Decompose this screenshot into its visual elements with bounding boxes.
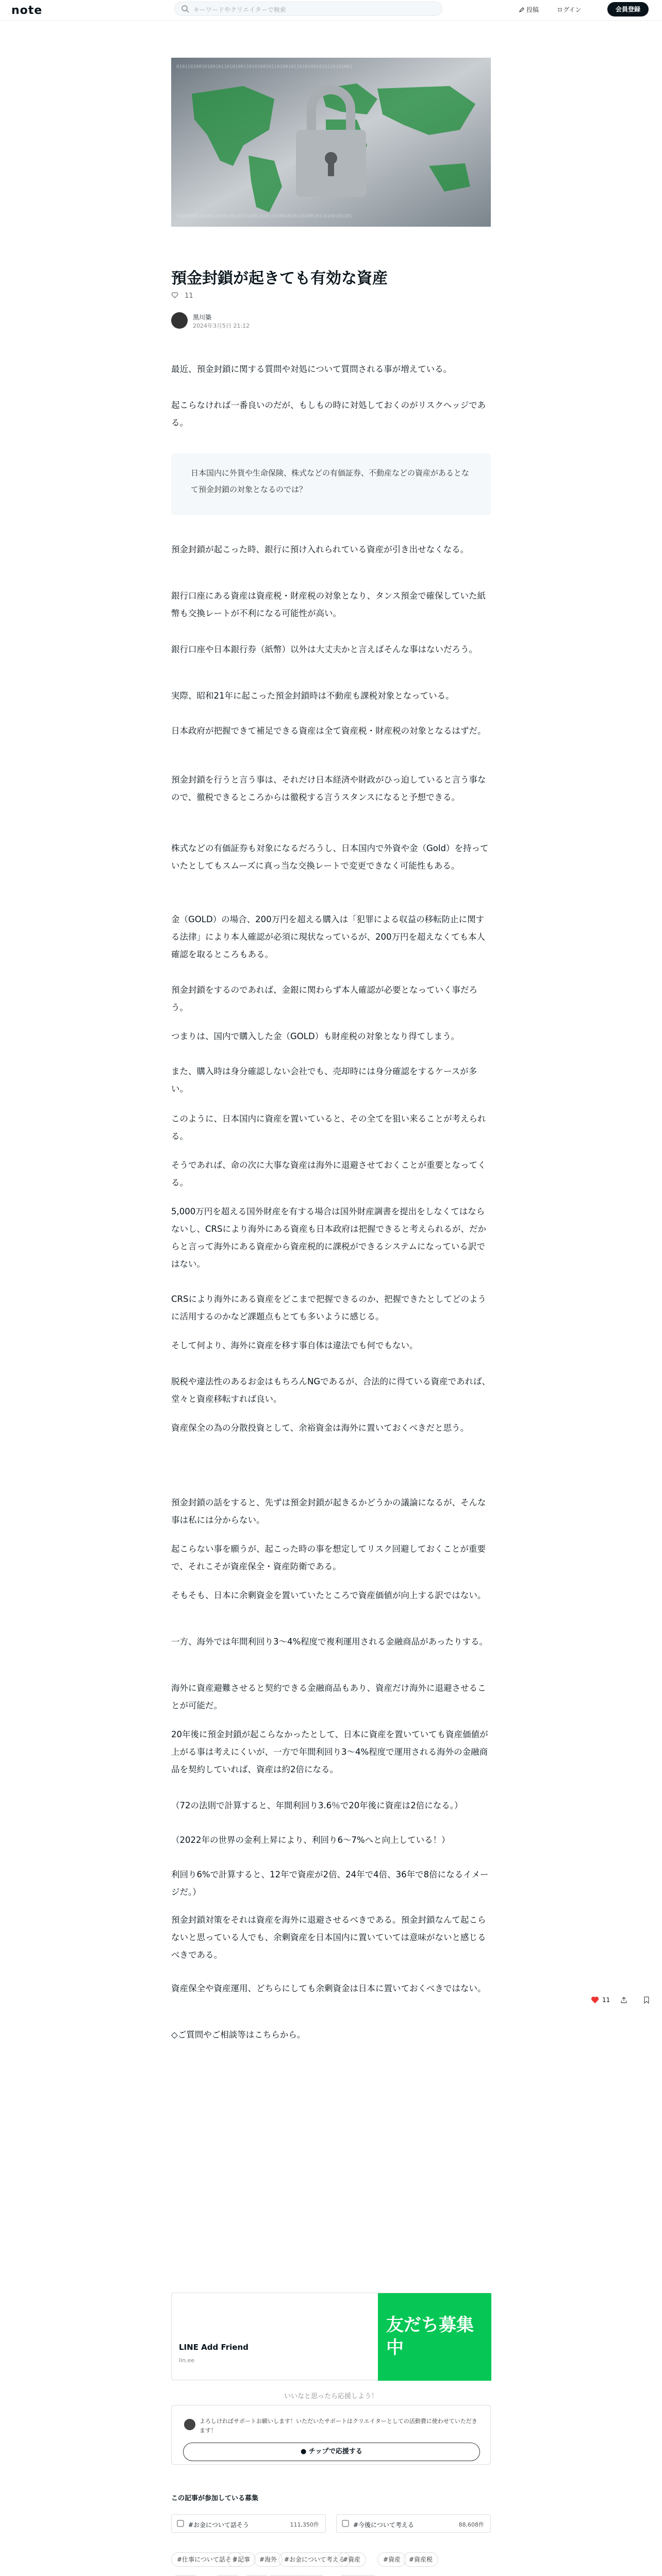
article-paragraph: CRSにより海外にある資産をどこまで把握できるのか、把握できたとしてどのように活用するのかなど課題点もとても多いように感じる。 [171, 1294, 486, 1321]
article-paragraph: 預金封鎖が起こった時、銀行に預け入れられている資産が引き出せなくなる。 [171, 545, 469, 554]
article-paragraph: （72の法則で計算すると、年間利回り3.6％で20年後に資産は2倍になる。） [171, 1801, 463, 1810]
article-paragraph: 資産保全や資産運用、どちらにしても余剰資金は日本に置いておくべきではない。 [171, 1984, 486, 1993]
avatar [184, 2419, 195, 2430]
tag-chip[interactable]: #記事 [227, 2552, 256, 2567]
article-title: 預金封鎖が起きても有効な資産 [171, 269, 388, 287]
article-paragraph: 預金封鎖対策をそれは資産を海外に退避させるべきである。預金封鎖なんて起こらないと思っている人でも、余剰資産を日本国内に置いていては意味がないと感じるべきである。 [171, 1915, 486, 1960]
search-placeholder: キーワードやクリエイターで検索 [193, 6, 286, 13]
support-box [171, 2405, 491, 2465]
blockquote [171, 453, 491, 515]
article-paragraph: 金（GOLD）の場合、200万円を超える購入は「犯罪による収益の移転防止に関する法律」により本人確認が必須に現状なっているが、200万円を超えなくても本人確認を取るところもある。 [171, 914, 485, 959]
line-embed-card[interactable] [171, 2293, 491, 2380]
article-paragraph: 海外に資産避難させると契約できる金融商品もあり、資産だけ海外に退避させることが可能だ。 [171, 1683, 486, 1710]
support-question: いいなと思ったら応援しよう！ [284, 2393, 378, 2400]
article-paragraph: 預金封鎖をするのであれば、金銀に関わらず本人確認が必要となっていく事だろう。 [171, 985, 477, 1012]
site-header [0, 0, 662, 21]
article-paragraph: 起こらなければ一番良いのだが、もしもの時に対処しておくのがリスクヘッジである。 [171, 400, 486, 428]
article-paragraph: また、購入時は身分確認しない会社でも、売却時には身分確認をするケースが多い。 [171, 1066, 477, 1094]
quote-text: 日本国内に外貨や生命保険、株式などの有価証券、不動産などの資産があるとなて預金封鎖の対象となるのでは？ [191, 468, 470, 494]
tag-chip[interactable]: #お金について考える [278, 2552, 351, 2567]
line-embed-title: LINE Add Friend [179, 2343, 249, 2352]
line-badge-text: 友だち募集中 [386, 2315, 474, 2358]
article-paragraph: （2022年の世界の金利上昇により、利回り6～7%へと向上している！） [171, 1835, 450, 1845]
article-paragraph: 最近、預金封鎖に関する質問や対処について質問される事が増えている。 [171, 364, 452, 374]
line-friend-banner [378, 2293, 491, 2381]
svg-text:101001011010011010100101101001: 101001011010011010100101101001010110100101011010010110100101101 [176, 214, 353, 219]
magazine-title: #お金について話そう [188, 2521, 249, 2529]
pen-icon [519, 7, 525, 13]
search-input[interactable] [174, 2, 442, 16]
tag-icon [177, 2520, 184, 2527]
article-paragraph: 一方、海外では年間利回り3～4%程度で複利運用される金融商品があったりする。 [171, 1637, 488, 1647]
article-paragraph: このように、日本国内に資産を置いていると、その全てを狙い来ることが考えられる。 [171, 1114, 486, 1141]
share-icon[interactable] [620, 1996, 628, 2004]
article-paragraph: 株式などの有価証券も対象になるだろうし、日本国内で外資や金（Gold）を持っていたとしてもスムーズに真っ当な交換レートで変更できなく可能性もある。 [171, 843, 489, 871]
tip-button[interactable] [183, 2443, 480, 2461]
article-paragraph: 起こらない事を願うが、起こった時の事を想定してリスク回避しておくことが重要で、それこそが資産保全・資産防衛である。 [171, 1544, 486, 1571]
tag-chip[interactable]: #仕事について話そう [171, 2552, 243, 2567]
article-paragraph: そもそも、日本に余剰資金を置いていたところで資産価値が向上する訳ではない。 [171, 1590, 486, 1600]
magazine-card[interactable] [336, 2514, 491, 2533]
article-paragraph: そうであれば、命の次に大事な資産は海外に退避させておくことが重要となってくる。 [171, 1160, 486, 1188]
article-paragraph: 実際、昭和21年に起こった預金封鎖時は不動産も課税対象となっている。 [171, 691, 454, 701]
article-paragraph: 脱税や違法性のあるお金はもちろんNGであるが、合法的に得ている資産であれば、堂々と資産移転すれば良い。 [171, 1377, 491, 1404]
floating-like-count: 11 [602, 1996, 610, 2004]
article-paragraph: 資産保全の為の分散投資として、余裕資金は海外に置いておくべきだと思う。 [171, 1423, 469, 1433]
like-count: 11 [185, 292, 193, 300]
signup-button[interactable]: 会員登録 [607, 2, 649, 16]
article-paragraph: 銀行口座にある資産は資産税・財産税の対象となり、タンス預金で確保していた紙幣も交換レートが不利になる可能性が高い。 [171, 591, 486, 618]
article-paragraph: つまりは、国内で購入した金（GOLD）も財産税の対象となり得てしまう。 [171, 1031, 460, 1041]
article-paragraph: 利回り6%で計算すると、12年で資産が2倍、24年で4倍、36年で8倍になるイメージだ。） [171, 1870, 489, 1897]
tag-chip[interactable]: #海外 [254, 2552, 283, 2567]
article-paragraph: そして何より、海外に資産を移す事自体は違法でも何でもない。 [171, 1341, 418, 1350]
post-button[interactable] [519, 5, 539, 14]
magazine-count: 88,608件 [458, 2521, 484, 2528]
support-message: よろしければサポートお願いします！いただいたサポートはクリエイターとしての活動費に使わせていただきます！ [200, 2418, 477, 2434]
hero-image [171, 58, 491, 227]
tag-chip[interactable]: #資産税 [403, 2552, 438, 2567]
article-paragraph: 銀行口座や日本銀行券（紙幣）以外は大丈夫かと言えばそんな事はないだろう。 [171, 645, 477, 654]
tip-label: チップで応援する [308, 2448, 362, 2455]
article-paragraph: 5,000万円を超える国外財産を有する場合は国外財産調書を提出をしなくてはならないし、CRSにより海外にある資産も日本政府は把握できると考えられるが、だからと言って海外にある資産から資産税的に課税ができるシステムになっている訳ではない。 [171, 1207, 486, 1269]
magazine-title: #今後について考える [353, 2521, 414, 2529]
note-logo[interactable]: note [11, 4, 43, 17]
svg-text:010110100101001011010100110101: 010110100101001011010100110101001011010010110101001010110101001 [176, 64, 353, 70]
avatar[interactable] [171, 312, 188, 329]
heart-icon [171, 292, 178, 299]
article-paragraph: 預金封鎖を行うと言う事は、それだけ日本経済や財政がひっ迫していると言う事なので、徹税できるところからは徹税する言うスタンスになると予想できる。 [171, 775, 486, 802]
tag-chip[interactable]: #資産 [377, 2552, 406, 2567]
article-paragraph: 預金封鎖の話をすると、先ずは預金封鎖が起きるかどうかの議論になるが、そんな事は私には分からない。 [171, 1498, 486, 1525]
tag-chip[interactable]: #資産 [337, 2552, 366, 2567]
magazine-heading: この記事が参加している募集 [171, 2495, 259, 2502]
article-paragraph: 20年後に預金封鎖が起こらなかったとして、日本に資産を置いていても資産価値が上がる事は考えにくいが、一方で年間利回り3～4%程度で運用される海外の金融商品を契約していれば、資産は約2倍になる。 [171, 1730, 488, 1774]
magazine-count: 111,350件 [290, 2521, 319, 2528]
floating-actions [591, 1993, 658, 2008]
line-embed-url: lin.ee [179, 2357, 195, 2364]
publish-date: 2024年3月5日 21:12 [193, 323, 250, 329]
bookmark-icon[interactable] [642, 1996, 651, 2004]
login-button[interactable]: ログイン [557, 6, 582, 13]
tip-icon: ● [301, 2448, 309, 2455]
post-label: 投稿 [526, 6, 539, 13]
like-count-top[interactable] [171, 292, 193, 300]
tag-icon [342, 2520, 349, 2527]
author-name[interactable]: 黒川築 [193, 314, 212, 321]
magazine-card[interactable] [171, 2514, 326, 2533]
article-paragraph: ◇ご質問やご相談等はこちらから。 [171, 2030, 306, 2040]
article-paragraph: 日本政府が把握できて補足できる資産は全て資産税・財産税の対象となるはずだ。 [171, 726, 486, 736]
heart-icon[interactable] [591, 1996, 599, 2004]
search-icon [181, 5, 189, 13]
